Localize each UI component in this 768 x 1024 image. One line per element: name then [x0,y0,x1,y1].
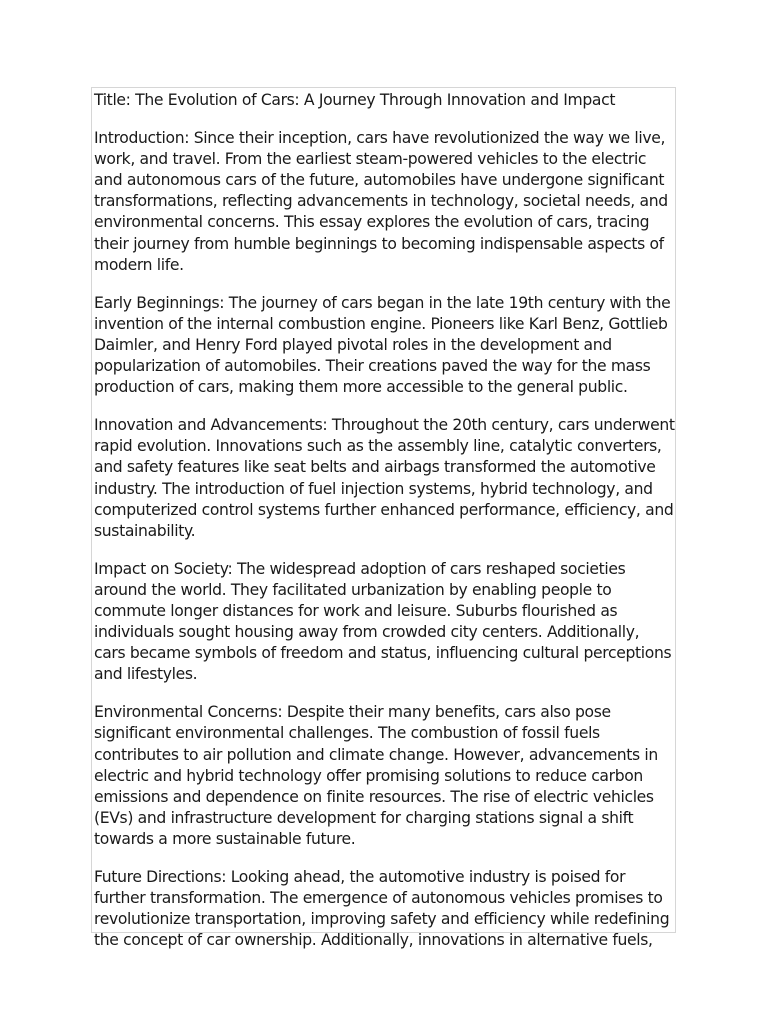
paragraph-early-beginnings: Early Beginnings: The journey of cars began in the late 19th century with the invention of the internal combustion engine. Pioneers like Karl Benz, Gottlieb Daimler, and Henry Ford played pivotal roles in the development and popularization of automobiles. Their creations paved the way for the mass production of cars, making them more accessible to the general public. [94,293,671,397]
document-title: Title: The Evolution of Cars: A Journey Through Innovation and Impact [94,91,616,109]
document-page [91,87,676,950]
paragraph-impact-on-society: Impact on Society: The widespread adoption of cars reshaped societies around the world. They facilitated urbanization by enabling people to commute longer distances for work and leisure. Suburbs flourished as individuals sought housing away from crowded city centers. Additionally, cars became symbols of freedom and status, influencing cultural perceptions and lifestyles. [94,559,672,684]
document-body [94,90,675,968]
paragraph-innovation: Innovation and Advancements: Throughout the 20th century, cars underwent rapid evolution. Innovations such as the assembly line, catalytic converters, and safety features like seat belts and airbags transformed the automotive industry. The introduction of fuel injection systems, hybrid technology, and computerized control systems further enhanced performance, efficiency, and sustainability. [94,416,675,540]
paragraph-introduction: Introduction: Since their inception, cars have revolutionized the way we live, work, and travel. From the earliest steam-powered vehicles to the electric and autonomous cars of the future, automobiles have undergone significant transformations, reflecting advancements in technology, societal needs, and environmental concerns. This essay explores the evolution of cars, tracing their journey from humble beginnings to becoming indispensable aspects of modern life. [94,129,668,274]
paragraph-future-directions: Future Directions: Looking ahead, the automotive industry is poised for further transformation. The emergence of autonomous vehicles promises to revolutionize transportation, improving safety and efficiency while redefining the concept of car ownership. Additionally, innovations in alternative fuels, [94,868,670,950]
paragraph-environmental-concerns: Environmental Concerns: Despite their many benefits, cars also pose significant environmental challenges. The combustion of fossil fuels contributes to air pollution and climate change. However, advancements in electric and hybrid technology offer promising solutions to reduce carbon emissions and dependence on finite resources. The rise of electric vehicles (EVs) and infrastructure development for charging stations signal a shift towards a more sustainable future. [94,703,658,848]
